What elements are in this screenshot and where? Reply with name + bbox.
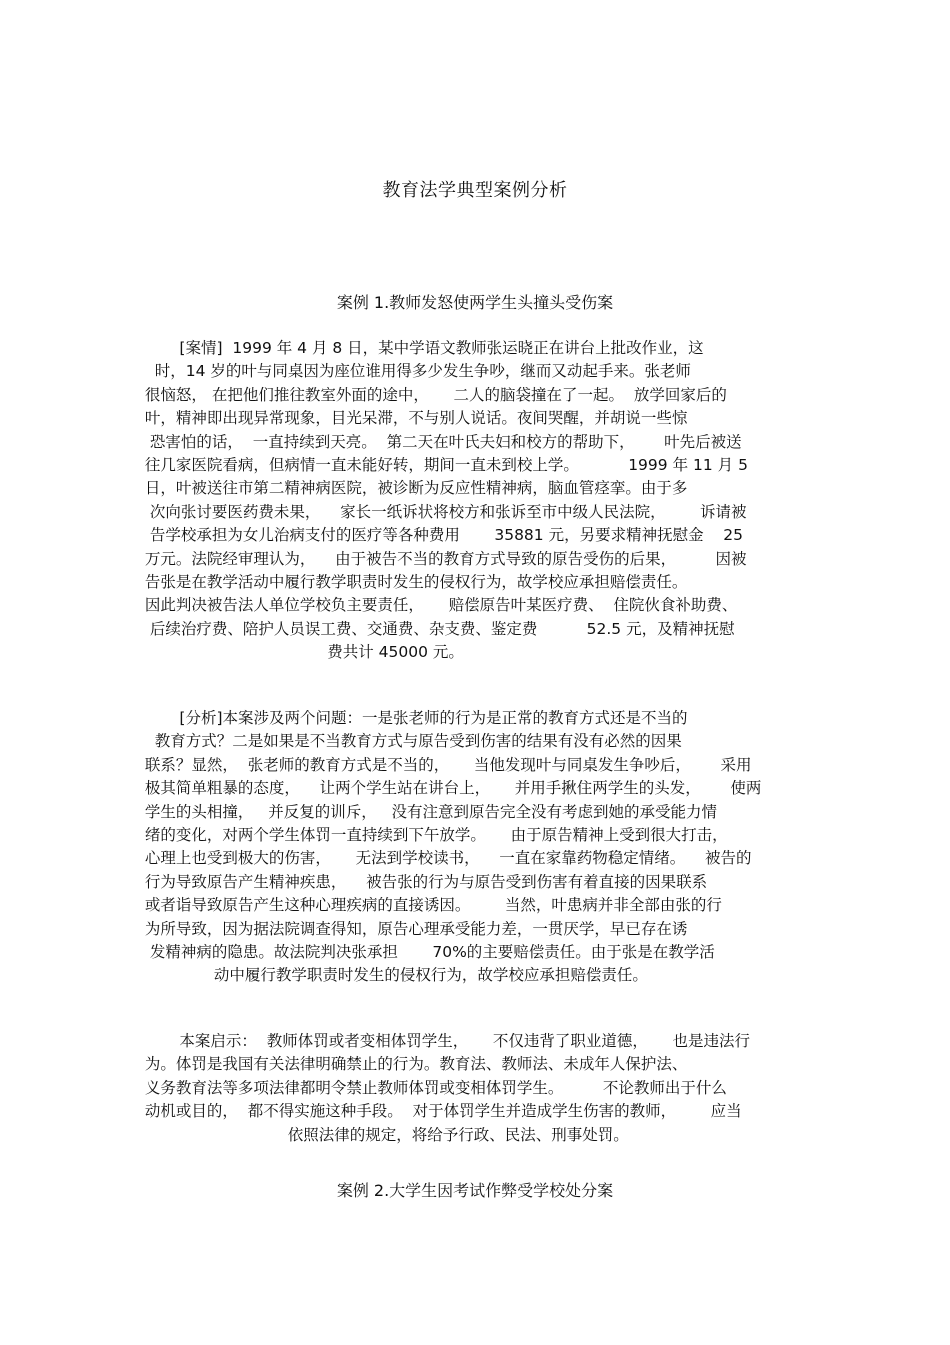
case-1-analysis-paragraph xyxy=(140,707,812,988)
case-2-heading: 案例 2.大学生因考试作弊受学校处分案 xyxy=(336,1181,614,1200)
text-line: 日，叶被送往市第二精神病医院，被诊断为反应性精神病，脑血管痉挛。由于多 xyxy=(140,479,688,498)
text-line: 依照法律的规定，将给予行政、民法、刑事处罚。 xyxy=(140,1125,629,1144)
text-line: 动机或目的， 都不得实施这种手段。 对于体罚学生并造成学生伤害的教师， 应当 xyxy=(140,1102,742,1121)
text-line: 教育方式？二是如果是不当教育方式与原告受到伤害的结果有没有必然的因果 xyxy=(140,732,682,751)
case-1-heading: 案例 1.教师发怒使两学生头撞头受伤案 xyxy=(336,293,614,312)
text-line: 恐害怕的话， 一直持续到天亮。 第二天在叶氏夫妇和校方的帮助下， 叶先后被送 xyxy=(140,432,742,451)
text-line: 联系？显然， 张老师的教育方式是不当的， 当他发现叶与同桌发生争吵后， 采用 xyxy=(140,755,752,774)
text-line: 动中履行教学职责时发生的侵权行为，故学校应承担赔偿责任。 xyxy=(140,966,648,985)
text-line: 告张是在教学活动中履行教学职责时发生的侵权行为，故学校应承担赔偿责任。 xyxy=(140,572,688,591)
case-1-facts-paragraph xyxy=(140,337,812,664)
text-line: 行为导致原告产生精神疾患， 被告张的行为与原告受到伤害有着直接的因果联系 xyxy=(140,872,708,891)
text-line: 绪的变化，对两个学生体罚一直持续到下午放学。 由于原告精神上受到很大打击， xyxy=(140,825,728,844)
text-line: 因此判决被告法人单位学校负主要责任， 赔偿原告叶某医疗费、 住院伙食补助费、 xyxy=(140,596,738,615)
text-line: 本案启示： 教师体罚或者变相体罚学生， 不仅违背了职业道德， 也是违法行 xyxy=(140,1032,751,1050)
text-line: 为。体罚是我国有关法律明确禁止的行为。教育法、教师法、未成年人保护法、 xyxy=(140,1055,688,1074)
text-line: 次向张讨要医药费未果， 家长一纸诉状将校方和张诉至市中级人民法院， 诉请被 xyxy=(140,502,747,521)
text-line: 万元。法院经审理认为， 由于被告不当的教育方式导致的原告受伤的后果， 因被 xyxy=(140,549,747,568)
text-line: 往几家医院看病，但病情一直未能好转，期间一直未到校上学。 1999 年 11 月 5 xyxy=(140,455,748,474)
document-title: 教育法学典型案例分析 xyxy=(382,180,568,201)
text-line: 后续治疗费、陪护人员误工费、交通费、杂支费、鉴定费 52.5 元，及精神抚慰 xyxy=(140,619,735,638)
text-line: 很恼怒， 在把他们推往教室外面的途中， 二人的脑袋撞在了一起。 放学回家后的 xyxy=(140,385,727,404)
text-line: 心理上也受到极大的伤害， 无法到学校读书， 一直在家靠药物稳定情绪。 被告的 xyxy=(140,849,752,868)
text-line: 学生的头相撞， 并反复的训斥， 没有注意到原告完全没有考虑到她的承受能力情 xyxy=(140,802,717,821)
text-line: 告学校承担为女儿治病支付的医疗等各种费用 35881 元，另要求精神抚慰金 25 xyxy=(140,526,744,545)
text-line: 费共计 45000 元。 xyxy=(140,643,464,662)
text-line: 发精神病的隐患。故法院判决张承担 70%的主要赔偿责任。由于张是在教学活 xyxy=(140,942,715,961)
case-1-lesson-paragraph xyxy=(140,1030,812,1147)
text-line: 或者诣导致原告产生这种心理疾病的直接诱因。 当然，叶患病并非全部由张的行 xyxy=(140,896,722,915)
text-line: 叶，精神即出现异常现象，目光呆滞，不与别人说话。夜间哭醒，并胡说一些惊 xyxy=(140,409,688,428)
text-line: 义务教育法等多项法律都明令禁止教师体罚或变相体罚学生。 不论教师出于什么 xyxy=(140,1078,727,1097)
text-line: [分析]本案涉及两个问题：一是张老师的行为是正常的教育方式还是不当的 xyxy=(140,709,688,727)
text-line: 为所导致，因为据法院调查得知，原告心理承受能力差，一贯厌学，早已存在诱 xyxy=(140,919,688,938)
text-line: [案情] 1999 年 4 月 8 日，某中学语文教师张运晓正在讲台上批改作业，这 xyxy=(140,339,704,357)
text-line: 时，14 岁的叶与同桌因为座位谁用得多少发生争吵，继而又动起手来。张老师 xyxy=(140,362,691,381)
text-line: 极其简单粗暴的态度， 让两个学生站在讲台上， 并用手揪住两学生的头发， 使两 xyxy=(140,779,762,798)
